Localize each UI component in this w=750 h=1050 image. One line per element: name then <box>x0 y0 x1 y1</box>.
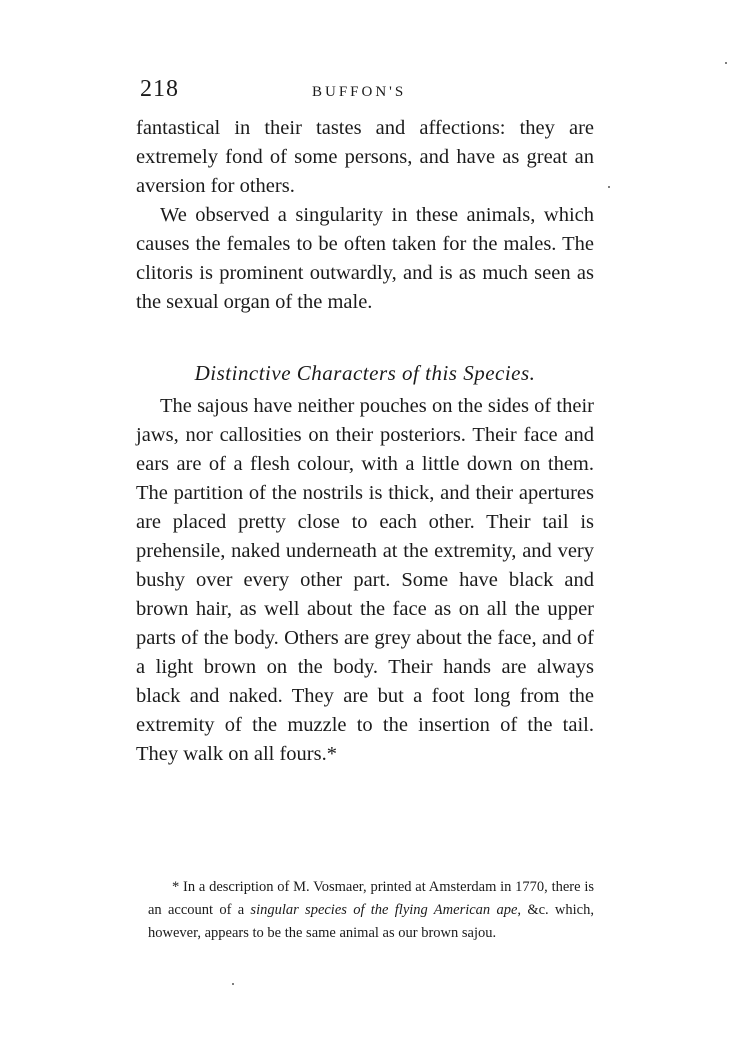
page-header <box>140 76 610 106</box>
footnote <box>148 876 594 945</box>
paragraph: The sajous have neither pouches on the sides of their jaws, nor callosities on their posteriors. Their face and ears are of a flesh colour, with a little down on them. The partition of the nostrils is thick, and their apertures are placed pretty close to each other. Their tail is prehensile, naked underneath at the extremity, and very bushy over every other part. Some have black and brown hair, as well about the face as on all the upper parts of the body. Others are grey about the face, and of a light brown on the body. Their hands are always black and naked. They are but a foot long from the extremity of the muzzle to the insertion of the tail. They walk on all fours.* <box>136 395 594 765</box>
body-text <box>136 114 594 769</box>
footnote-text-part: , &c. which, however, appears to be the same animal as our brown sajou. <box>148 902 594 941</box>
footnote-marker: * <box>172 879 184 895</box>
footnote-italic-title: singular species of the flying American ape <box>250 902 518 918</box>
paragraph: We observed a singularity in these animals, which causes the females to be often taken for the males. The clitoris is prominent outwardly, and is as much seen as the sexual organ of the male. <box>136 204 594 313</box>
footnote-text <box>148 876 594 945</box>
running-head: BUFFON'S <box>312 84 407 100</box>
section-heading: Distinctive Characters of this Species. <box>194 361 536 385</box>
footnote-text-part: In a description of M. Vosmaer, printed at Amsterdam in 1770, there is an account of a <box>148 879 594 918</box>
paragraph-continued: fantastical in their tastes and affections: they are extremely fond of some persons, and have as great an aversion for others. <box>136 117 594 197</box>
paper-speck <box>725 62 727 64</box>
paper-speck <box>232 983 234 985</box>
page-number: 218 <box>140 76 179 102</box>
paper-speck <box>608 186 610 188</box>
